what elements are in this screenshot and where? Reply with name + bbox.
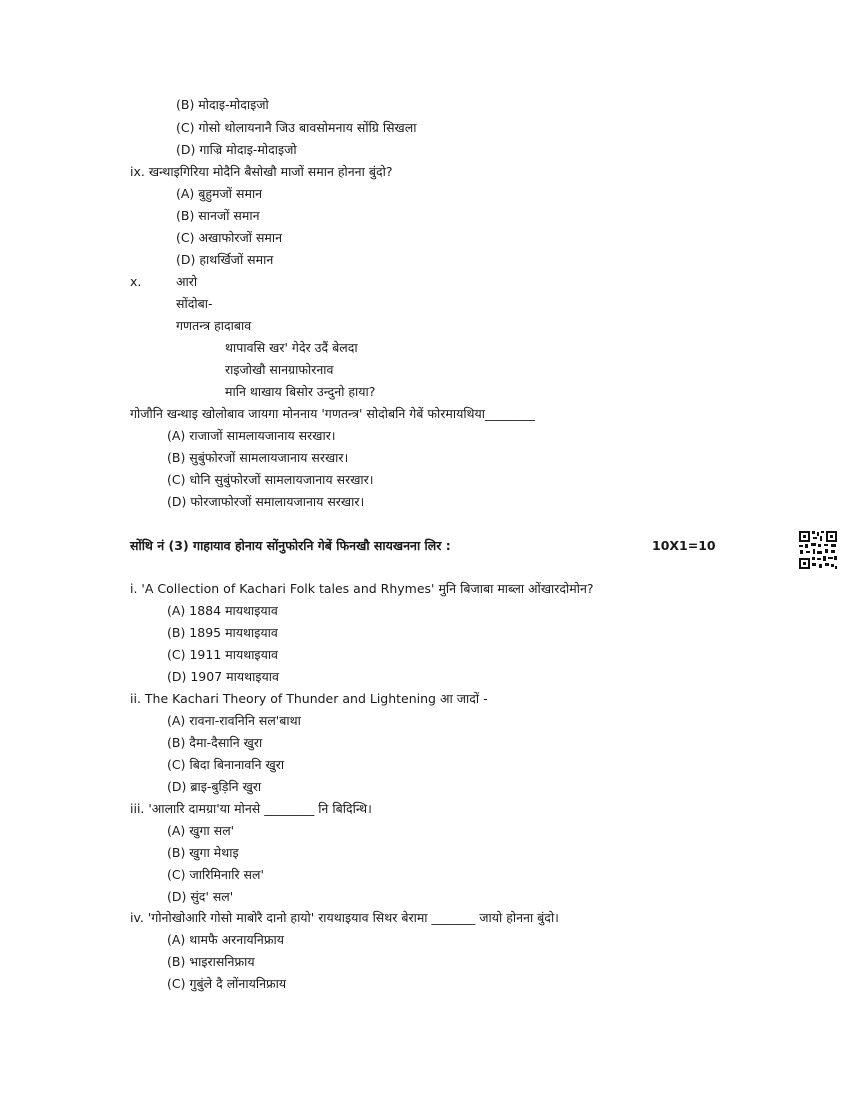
option-b: (B) दैमा-दैसानि खुरा	[167, 735, 263, 750]
question-x-number: x.	[130, 274, 142, 289]
question-iii: iii. 'आलारि दामग्रा'या मोनसे ________ नि बिदिन्थि।	[130, 801, 372, 816]
question-x: गोजौनि खन्थाइ खोलोबाव जायगा मोननाय 'गणतन्त्र' सोदोबनि गेबें फोरमायथिया________	[130, 406, 536, 421]
question-x-line: आरो	[176, 274, 198, 289]
option-b: (B) मोदाइ-मोदाइजो	[176, 97, 269, 112]
option-c: (C) धोनि सुबुंफोरजों सामलायजानाय सरखार।	[167, 472, 374, 487]
option-a: (A) राजाजों सामलायजानाय सरखार।	[167, 428, 336, 443]
option-d: (D) हाथर्खिजों समान	[176, 252, 274, 267]
option-d: (D) सुंद' सल'	[167, 889, 234, 904]
option-d: (D) 1907 मायथाइयाव	[167, 669, 279, 684]
option-a: (A) खुगा सल'	[167, 823, 235, 838]
option-b: (B) सानजों समान	[176, 208, 260, 223]
option-b: (B) भाइरासनिफ्राय	[167, 954, 255, 969]
poem-line: थापावसि खर' गेदेर उदैं बेलदा	[225, 340, 358, 355]
option-c: (C) अखाफोरजों समान	[176, 230, 283, 245]
option-d: (D) फोरजाफोरजों समालायजानाय सरखार।	[167, 494, 365, 509]
option-a: (A) थामफै अरनायनिफ्राय	[167, 932, 284, 947]
option-c: (C) जारिमिनारि सल'	[167, 867, 264, 882]
option-c: (C) गुबुंले दै लोंनायनिफ्राय	[167, 976, 287, 991]
option-a: (A) रावना-रावनिनि सल'बाथा	[167, 713, 301, 728]
section-heading: सोंथि नं (3) गाहायाव होनाय सोंनुफोरनि गेबें फिनखौ सायखनना लिर :	[130, 538, 451, 553]
poem-line: राइजोखौ सानग्राफोरनाव	[225, 362, 334, 377]
option-a: (A) 1884 मायथाइयाव	[167, 603, 278, 618]
poem-line: मानि थाखाय बिसोर उन्दुनो हाया?	[225, 384, 376, 399]
question-iv: iv. 'गोनोखोआरि गोसो माबोरै दानो हायो' रायथाइयाव सिथर बेरामा _______ जायो होनना बुंदो।	[130, 910, 559, 925]
question-ii: ii. The Kachari Theory of Thunder and Lightening आ जादों -	[130, 691, 488, 706]
option-b: (B) 1895 मायथाइयाव	[167, 625, 278, 640]
question-x-line: गणतन्त्र हादाबाव	[176, 318, 252, 333]
question-ix: ix. खन्थाइगिरिया मोदैनि बैसोखौ माजों समान होनना बुंदो?	[130, 164, 393, 179]
option-c: (C) गोसो थोलायनानै जिउ बावसोमनाय सोंग्रि सिखला	[176, 120, 417, 135]
option-a: (A) बुहुमजों समान	[176, 186, 263, 201]
question-i: i. 'A Collection of Kachari Folk tales and Rhymes' मुनि बिजाबा माब्ला ओंखारदोमोन?	[130, 581, 594, 596]
option-d: (D) ब्राइ-बुड़िनि खुरा	[167, 779, 262, 794]
section-marks: 10X1=10	[652, 538, 716, 553]
option-c: (C) बिदा बिनानावनि खुरा	[167, 757, 285, 772]
qr-code-icon	[798, 530, 838, 570]
option-b: (B) सुबुंफोरजों सामलायजानाय सरखार।	[167, 450, 349, 465]
option-c: (C) 1911 मायथाइयाव	[167, 647, 279, 662]
question-x-line: सोंदोबा-	[176, 296, 213, 311]
option-d: (D) गाज्रि मोदाइ-मोदाइजो	[176, 142, 297, 157]
option-b: (B) खुगा मेथाइ	[167, 845, 239, 860]
